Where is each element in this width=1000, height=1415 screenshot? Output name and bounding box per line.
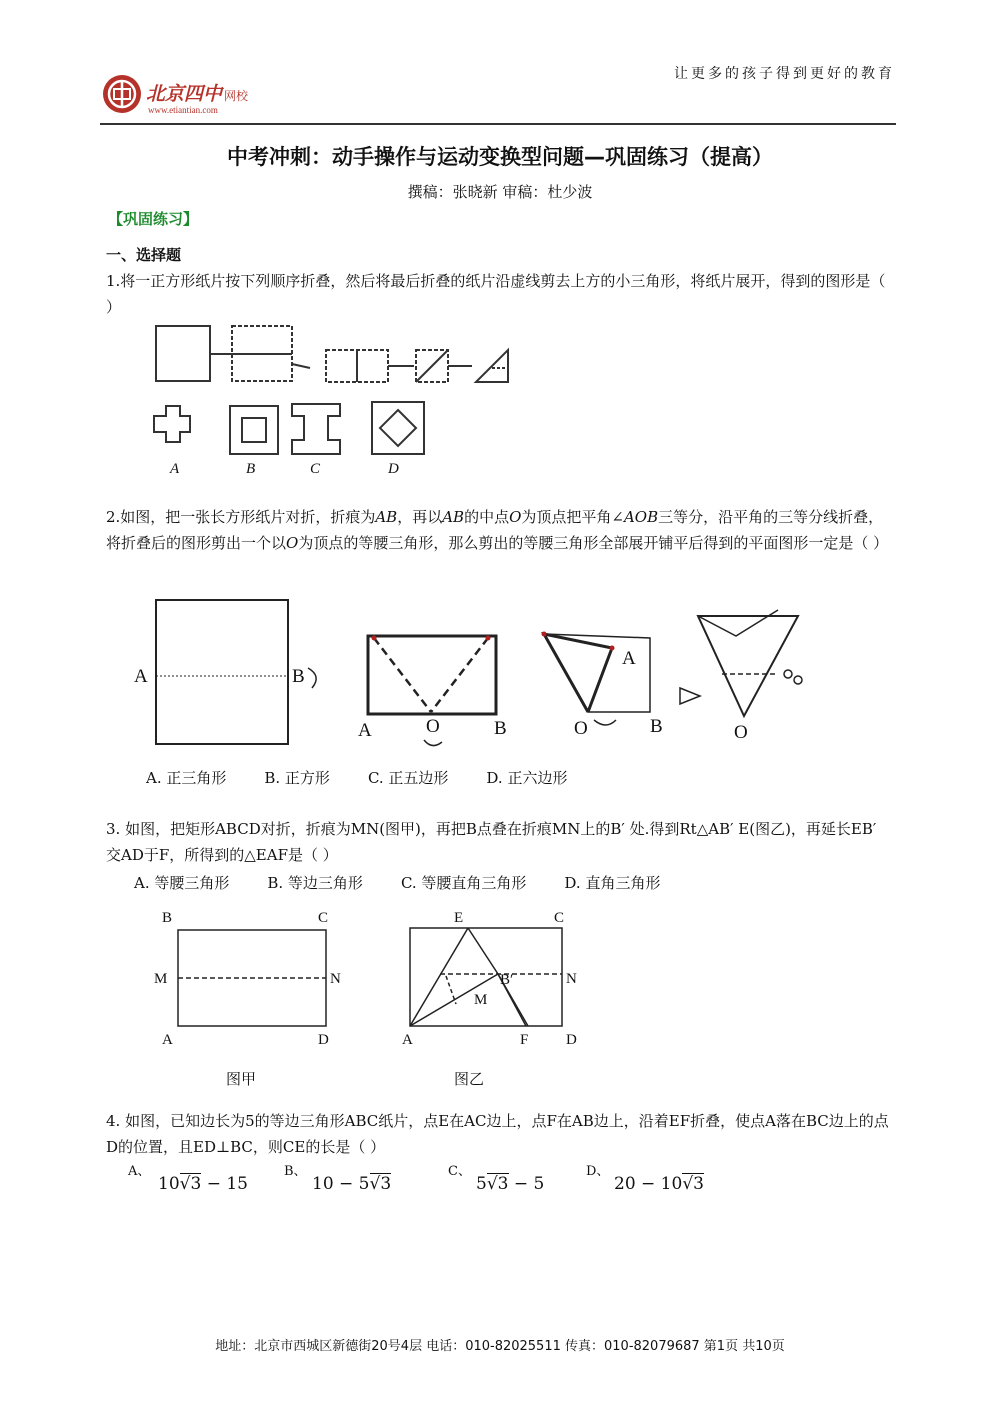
q1-label-a: A <box>170 461 180 477</box>
header-divider <box>100 123 896 125</box>
option-b[interactable]: B、 10 − 5√3 <box>284 1164 392 1194</box>
question-4-options <box>128 1160 848 1200</box>
logo-url: www.etiantian.com <box>148 105 218 115</box>
q3-fig1-caption: 图甲 <box>226 1072 257 1088</box>
question-1-text: 1.将一正方形纸片按下列顺序折叠，然后将最后折叠的纸片沿虚线剪去上方的小三角形，将纸片展开，得到的图形是（ ） <box>106 272 886 316</box>
q3-fig1-a: A <box>162 1032 173 1048</box>
question-4-text: 4. 如图，已知边长为5的等边三角形ABC纸片，点E在AC边上，点F在AB边上，沿着EF折叠，使点A落在BC边上的点D的位置，且ED⊥BC，则CE的长是（ ） <box>106 1112 889 1156</box>
q3-fig1-c: C <box>318 910 329 926</box>
logo-emblem-icon <box>100 70 300 116</box>
q2-fig3-label-b: B <box>650 716 663 737</box>
question-3-options <box>134 872 698 893</box>
question-3-text: 3. 如图，把矩形ABCD对折，折痕为MN(图甲)，再把B点叠在折痕MN上的B′ 处.得到Rt△AB′ E(图乙)，再延长EB′ 交AD于F，所得到的△EAF是（ ） <box>106 820 877 864</box>
q3-fig2-bprime: B′ <box>500 972 514 988</box>
q3-fig2-e: E <box>454 910 464 926</box>
option-b[interactable]: B. 正方形 <box>264 769 330 787</box>
q3-fig1-b: B <box>162 910 173 926</box>
section-heading: 一、选择题 <box>106 246 182 264</box>
q3-fig2-a: A <box>402 1032 413 1048</box>
q3-fig2-n: N <box>566 971 577 987</box>
option-b[interactable]: B. 等边三角形 <box>267 874 363 892</box>
page-footer: 地址：北京市西城区新德街20号4层 电话：010-82025511 传真：010-82079687 第1页 共10页 <box>215 1339 785 1354</box>
q3-fig1-m: M <box>154 971 168 987</box>
q2-fig2-label-b: B <box>494 718 507 739</box>
option-d[interactable]: D、 20 − 10√3 <box>586 1164 704 1194</box>
question-2-figure <box>128 588 818 758</box>
q1-label-d: D <box>388 461 399 477</box>
q3-fig2-m: M <box>474 992 488 1008</box>
authors: 撰稿：张晓新 审稿：杜少波 <box>407 183 593 201</box>
logo-main-text: 北京四中 <box>146 84 223 105</box>
question-2-options <box>146 767 605 788</box>
option-a[interactable]: A. 等腰三角形 <box>134 874 230 892</box>
q2-fig2-label-o: O <box>426 716 440 737</box>
option-c[interactable]: C、 5√3 − 5 <box>448 1164 545 1194</box>
option-a[interactable]: A. 正三角形 <box>146 769 227 787</box>
q2-fig-label-b: B <box>292 666 305 687</box>
question-3-figure <box>150 902 600 1092</box>
q1-label-b: B <box>246 461 256 477</box>
q1-label-c: C <box>310 461 321 477</box>
header-logo <box>100 70 300 116</box>
option-c[interactable]: C. 等腰直角三角形 <box>400 874 527 892</box>
q3-fig2-d: D <box>566 1032 577 1048</box>
option-d[interactable]: D. 直角三角形 <box>564 874 661 892</box>
page-title: 中考冲刺：动手操作与运动变换型问题—巩固练习（提高） <box>227 145 773 169</box>
question-2-text: 2.如图，把一张长方形纸片对折，折痕为AB，再以AB的中点O为顶点把平角∠AOB三等分，沿平角的三等分线折叠，将折叠后的图形剪出一个以O为顶点的等腰三角形，那么剪出的等腰三角形全部展开铺平后得到的平面图形一定是（ ） <box>106 508 889 552</box>
slogan: 让更多的孩子得到更好的教育 <box>674 66 895 82</box>
q2-fig4-label-o: O <box>734 722 748 743</box>
q2-fig3-label-o: O <box>574 718 588 739</box>
option-c[interactable]: C. 正五边形 <box>367 769 449 787</box>
q3-fig2-c: C <box>554 910 565 926</box>
q2-fig2-label-a: A <box>358 720 372 741</box>
option-d[interactable]: D. 正六边形 <box>486 769 568 787</box>
q3-fig2-caption: 图乙 <box>454 1072 485 1088</box>
q3-fig2-f: F <box>520 1032 529 1048</box>
logo-sub-text: 网校 <box>224 89 249 103</box>
q2-fig3-label-a: A <box>622 648 636 669</box>
q3-fig1-d: D <box>318 1032 329 1048</box>
question-1-figure <box>140 320 540 480</box>
section-tag: 【巩固练习】 <box>108 210 199 228</box>
q2-fig-label-a: A <box>134 666 148 687</box>
q3-fig1-n: N <box>330 971 341 987</box>
option-a[interactable]: A、 10√3 − 15 <box>128 1164 248 1194</box>
